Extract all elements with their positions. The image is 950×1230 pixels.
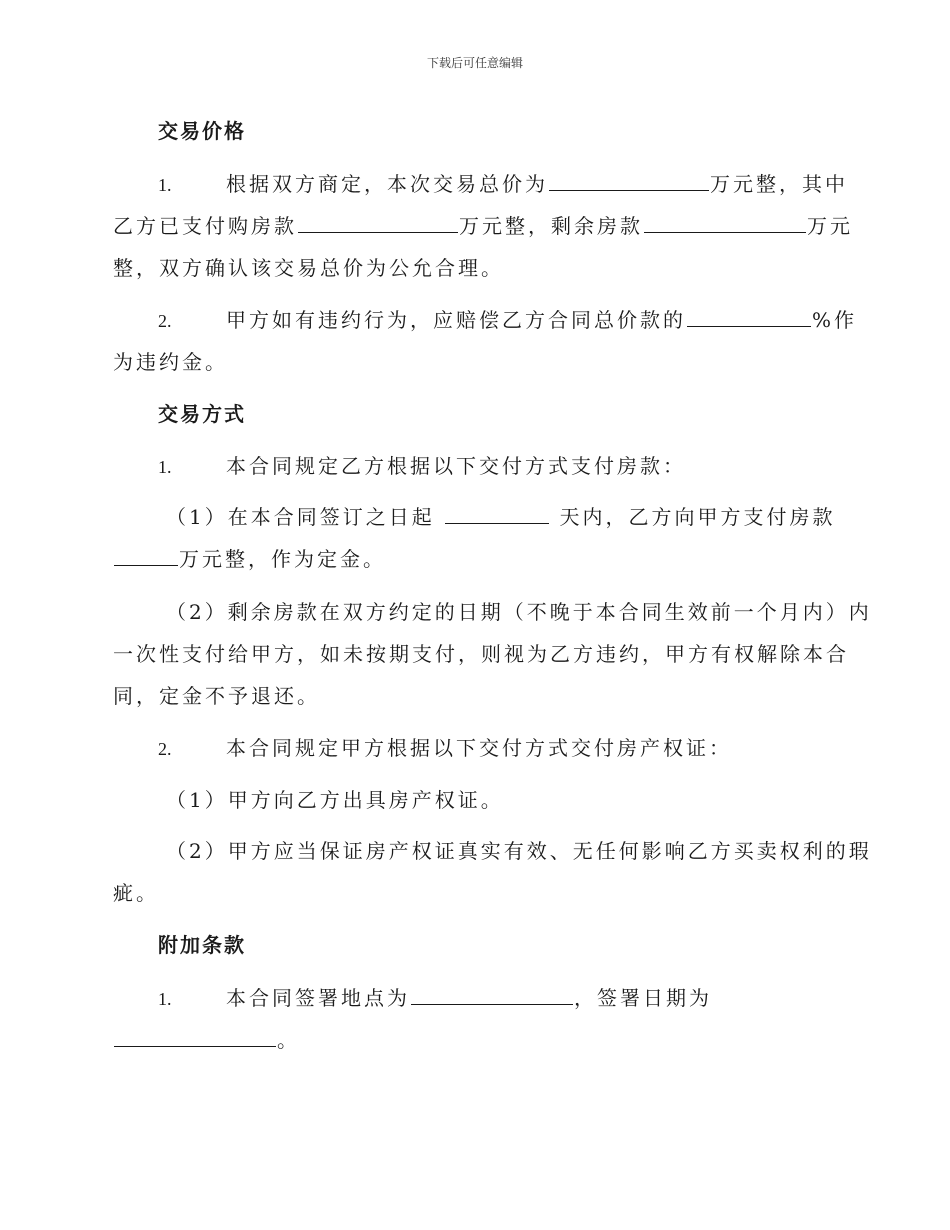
method-sub3-line1: （1）甲方向乙方出具房产权证。 — [166, 788, 504, 812]
item-number: 2. — [158, 739, 172, 759]
price-item2-line2: 为违约金。 — [113, 350, 228, 374]
text-segment: 万元整，剩余房款 — [459, 214, 643, 238]
blank-days[interactable] — [445, 503, 549, 524]
method-sub1-line1 — [166, 501, 835, 530]
text-segment: 根据双方商定，本次交易总价为 — [226, 172, 548, 196]
method-item1-line1 — [158, 450, 686, 479]
text-segment: 。 — [277, 1028, 300, 1052]
text-segment: 本合同规定乙方根据以下交付方式支付房款： — [226, 454, 686, 478]
text-segment: %作 — [812, 308, 858, 332]
method-item2-line1 — [158, 732, 732, 761]
method-sub2-line2: 一次性支付给甲方，如未按期支付，则视为乙方违约，甲方有权解除本合 — [113, 642, 849, 666]
text-segment: 乙方已支付购房款 — [113, 214, 297, 238]
blank-paid-amount[interactable] — [298, 212, 458, 233]
method-sub4-line1: （2）甲方应当保证房产权证真实有效、无任何影响乙方买卖权利的瑕 — [166, 839, 872, 863]
price-item2-line1 — [158, 304, 857, 333]
price-item1-line2 — [113, 210, 853, 239]
method-sub4-line2: 疵。 — [113, 881, 159, 905]
section-heading-additional: 附加条款 — [158, 933, 246, 957]
text-segment: 万元整，其中 — [710, 172, 848, 196]
item-number: 1. — [158, 457, 172, 477]
section-heading-method: 交易方式 — [158, 402, 246, 426]
section-heading-price: 交易价格 — [158, 119, 246, 143]
price-item1-line1 — [158, 168, 848, 197]
text-segment: 万元 — [807, 214, 853, 238]
text-segment: 甲方如有违约行为，应赔偿乙方合同总价款的 — [226, 308, 686, 332]
text-segment: 天内，乙方向甲方支付房款 — [559, 505, 836, 529]
method-sub2-line1: （2）剩余房款在双方约定的日期（不晚于本合同生效前一个月内）内 — [166, 600, 872, 624]
method-sub2-line3: 同，定金不予退还。 — [113, 684, 320, 708]
header-note: 下载后可任意编辑 — [426, 56, 523, 70]
item-number: 1. — [158, 989, 172, 1009]
text-segment: 本合同规定甲方根据以下交付方式交付房产权证： — [226, 736, 732, 760]
item-number: 1. — [158, 175, 172, 195]
blank-penalty-percent[interactable] — [687, 306, 811, 327]
price-item1-line3: 整，双方确认该交易总价为公允合理。 — [113, 256, 504, 280]
blank-deposit-amount[interactable] — [114, 545, 178, 566]
blank-remaining-amount[interactable] — [644, 212, 806, 233]
blank-total-price[interactable] — [549, 170, 709, 191]
additional-item1-line1 — [158, 982, 712, 1011]
text-segment: ，签署日期为 — [574, 986, 712, 1010]
method-sub1-line2 — [113, 543, 386, 572]
text-segment: 万元整，作为定金。 — [179, 547, 386, 571]
additional-item1-line2 — [113, 1024, 300, 1053]
blank-signing-date[interactable] — [114, 1026, 276, 1047]
item-number: 2. — [158, 311, 172, 331]
text-segment: 本合同签署地点为 — [226, 986, 410, 1010]
text-segment: （1）在本合同签订之日起 — [166, 505, 435, 529]
blank-signing-place[interactable] — [411, 984, 573, 1005]
